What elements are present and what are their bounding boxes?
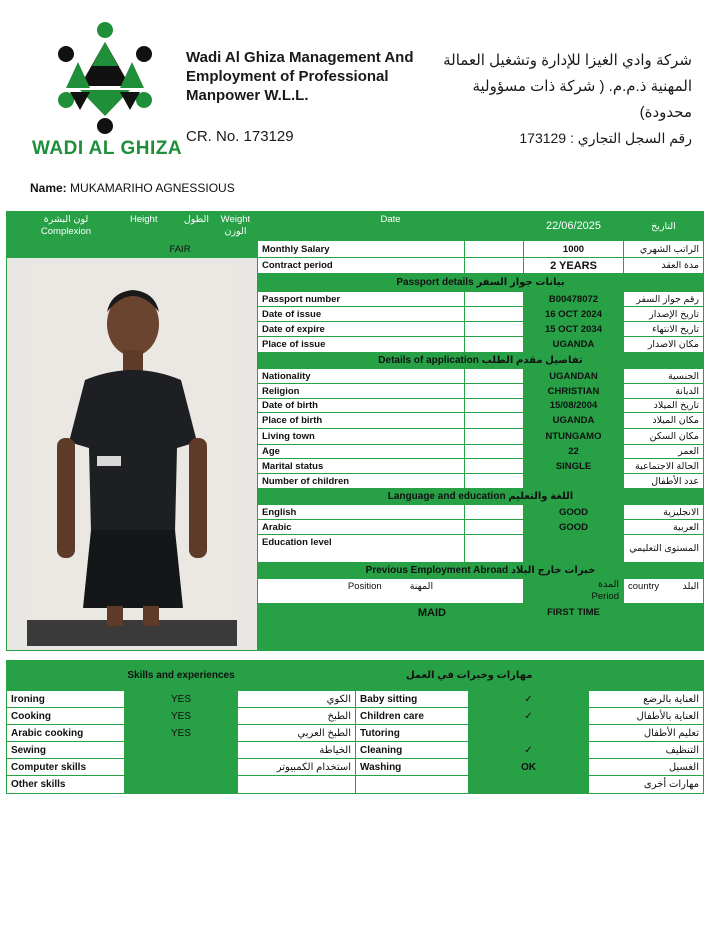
candidate-name-row xyxy=(30,181,235,195)
skill-row xyxy=(7,708,703,725)
application-header-ar: تفاصيل مقدم الطلب xyxy=(481,355,583,366)
form-header-row xyxy=(7,212,703,241)
form-date-value: 22/06/2025 xyxy=(524,212,624,240)
country-label-ar: البلد xyxy=(682,581,699,592)
skill-value: ✓ xyxy=(469,691,589,707)
skill-label-ar: استخدام الكمبيوتر xyxy=(238,759,356,775)
position-value: MAID xyxy=(258,604,465,650)
date-label: Date xyxy=(258,212,524,240)
date-of-expire-row xyxy=(258,322,703,337)
place-of-birth-row xyxy=(258,413,703,429)
position-label-ar: المهنة xyxy=(409,581,434,592)
skill-label: Arabic cooking xyxy=(7,725,125,741)
nationality-value: UGANDAN xyxy=(524,369,624,383)
date-of-issue-label-ar: تاريخ الإصدار xyxy=(624,307,703,321)
skill-value: YES xyxy=(125,691,238,707)
skill-label-ar: العناية بالأطفال xyxy=(589,708,703,724)
skill-label-ar: الطبخ xyxy=(238,708,356,724)
skills-header-ar: مهارات وخبرات في العمل xyxy=(406,670,533,681)
contract-value: 2 YEARS xyxy=(524,258,624,273)
country-label-en: country xyxy=(628,581,660,592)
skill-value xyxy=(125,742,238,758)
cv-form-table xyxy=(6,211,704,651)
nationality-row xyxy=(258,369,703,384)
children-row xyxy=(258,474,703,489)
skill-label-ar: الخياطة xyxy=(238,742,356,758)
skill-value: OK xyxy=(469,759,589,775)
skill-row xyxy=(7,725,703,742)
contract-label-ar: مدة العقد xyxy=(624,258,703,273)
date-of-birth-row xyxy=(258,399,703,413)
application-header-en: Details of application xyxy=(378,355,479,366)
date-of-birth-label-ar: تاريخ الميلاد xyxy=(624,399,703,412)
application-section-header xyxy=(258,353,703,369)
skill-label: Ironing xyxy=(7,691,125,707)
company-name-arabic: شركة وادي الغيزا للإدارة وتشغيل العمالة المهنية ذ.م.م. ( شركة ذات مسؤولية محدودة) xyxy=(443,52,692,121)
skills-table xyxy=(6,660,704,794)
skills-header-en: Skills and experiences xyxy=(7,661,356,690)
contract-row xyxy=(258,258,703,274)
date-of-issue-row xyxy=(258,307,703,322)
date-of-issue-value: 16 OCT 2024 xyxy=(524,307,624,321)
skill-label-ar: الطبخ العربي xyxy=(238,725,356,741)
language-section-header xyxy=(258,489,703,505)
arabic-label: Arabic xyxy=(258,520,465,534)
language-header-en: Language and education xyxy=(387,491,506,502)
religion-row xyxy=(258,384,703,399)
date-of-issue-label: Date of issue xyxy=(258,307,465,321)
previous-employment-columns xyxy=(258,579,703,604)
candidate-name: MUKAMARIHO AGNESSIOUS xyxy=(70,181,235,195)
skill-label-ar: التنظيف xyxy=(589,742,703,758)
skill-value: YES xyxy=(125,725,238,741)
education-row xyxy=(258,535,703,563)
passport-header-ar: بيانات جواز السفر xyxy=(476,277,565,288)
date-of-birth-value: 15/08/2004 xyxy=(524,399,624,412)
salary-label: Monthly Salary xyxy=(258,241,465,257)
skill-label-ar: تعليم الأطفال xyxy=(589,725,703,741)
complexion-label-ar: لون البشرة xyxy=(43,214,89,225)
skill-label: Cooking xyxy=(7,708,125,724)
marital-status-value: SINGLE xyxy=(524,459,624,473)
living-town-value: NTUNGAMO xyxy=(524,429,624,444)
education-value xyxy=(524,535,624,562)
name-label: Name: xyxy=(30,181,67,195)
skill-label: Tutoring xyxy=(356,725,469,741)
children-value xyxy=(524,474,624,488)
education-label-ar: المستوى التعليمي xyxy=(624,535,703,562)
height-label-ar: الطول xyxy=(183,214,209,225)
english-value: GOOD xyxy=(524,505,624,519)
complexion-label-en: Complexion xyxy=(40,226,92,237)
skill-label-ar: الكوي xyxy=(238,691,356,707)
skill-label-ar: مهارات أخرى xyxy=(589,776,703,793)
skill-value: ✓ xyxy=(469,742,589,758)
place-of-issue-label: Place of issue xyxy=(258,337,465,352)
age-label-ar: العمر xyxy=(624,445,703,458)
place-of-issue-row xyxy=(258,337,703,353)
cr-number-arabic: رقم السجل التجاري : 173129 xyxy=(519,130,692,146)
cr-number-english: CR. No. 173129 xyxy=(186,128,294,145)
date-label-ar: التاريخ xyxy=(624,212,703,240)
passport-header-en: Passport details xyxy=(396,277,474,288)
skill-row xyxy=(7,759,703,776)
arabic-row xyxy=(258,520,703,535)
weight-label-en: Weight xyxy=(220,214,251,225)
period-label-ar: المدة xyxy=(598,579,619,590)
education-label: Education level xyxy=(258,535,465,562)
place-of-issue-value: UGANDA xyxy=(524,337,624,352)
passport-section-header xyxy=(258,274,703,292)
skill-label-ar: الغسيل xyxy=(589,759,703,775)
passport-number-row xyxy=(258,292,703,307)
skills-header xyxy=(7,661,703,691)
skill-label: Sewing xyxy=(7,742,125,758)
previous-employment-values xyxy=(258,604,703,650)
skill-value: YES xyxy=(125,708,238,724)
prev-employment-header-en: Previous Employment Abroad xyxy=(365,565,509,576)
date-of-expire-label-ar: تاريخ الانتهاء xyxy=(624,322,703,336)
place-of-issue-label-ar: مكان الاصدار xyxy=(624,337,703,352)
height-label-en: Height xyxy=(130,214,158,225)
marital-status-row xyxy=(258,459,703,474)
skill-label: Washing xyxy=(356,759,469,775)
previous-employment-header xyxy=(258,563,703,579)
candidate-photo-illustration xyxy=(27,262,237,646)
skill-label: Other skills xyxy=(7,776,125,793)
skill-value xyxy=(469,776,589,793)
arabic-value: GOOD xyxy=(524,520,624,534)
salary-label-ar: الراتب الشهري xyxy=(624,241,703,257)
weight-label-ar: الوزن xyxy=(224,226,247,237)
place-of-birth-label-ar: مكان الميلاد xyxy=(624,413,703,428)
age-label: Age xyxy=(258,445,465,458)
children-label-ar: عدد الأطفال xyxy=(624,474,703,488)
nationality-label: Nationality xyxy=(258,369,465,383)
age-value: 22 xyxy=(524,445,624,458)
date-of-birth-label: Date of birth xyxy=(258,399,465,412)
skill-label: Computer skills xyxy=(7,759,125,775)
skill-row xyxy=(7,776,703,793)
skill-value xyxy=(125,759,238,775)
living-town-label-ar: مكان السكن xyxy=(624,429,703,444)
skill-label: Cleaning xyxy=(356,742,469,758)
passport-number-label-ar: رقم جواز السفر xyxy=(624,292,703,306)
period-value: FIRST TIME xyxy=(524,604,624,650)
skill-value xyxy=(469,725,589,741)
skill-label-ar: العناية بالرضع xyxy=(589,691,703,707)
language-header-ar: اللغة والتعليم xyxy=(508,491,574,502)
candidate-photo xyxy=(7,258,258,650)
skill-label: Children care xyxy=(356,708,469,724)
skill-row xyxy=(7,742,703,759)
position-label-en: Position xyxy=(347,581,382,592)
children-label: Number of children xyxy=(258,474,465,488)
period-label-en: Period xyxy=(591,591,619,602)
religion-value: CHRISTIAN xyxy=(524,384,624,398)
skill-label-ar xyxy=(238,776,356,793)
skills-rows xyxy=(7,691,703,793)
skill-label: Baby sitting xyxy=(356,691,469,707)
logo-wordmark: WADI AL GHIZA xyxy=(32,138,183,159)
place-of-birth-label: Place of birth xyxy=(258,413,465,428)
english-row xyxy=(258,505,703,520)
skill-value xyxy=(125,776,238,793)
date-of-expire-value: 15 OCT 2034 xyxy=(524,322,624,336)
skill-label xyxy=(356,776,469,793)
english-label-ar: الانجليزية xyxy=(624,505,703,519)
complexion-value-row xyxy=(7,241,703,258)
contract-label: Contract period xyxy=(258,258,465,273)
marital-status-label-ar: الحالة الاجتماعية xyxy=(624,459,703,473)
marital-status-label: Marital status xyxy=(258,459,465,473)
date-of-expire-label: Date of expire xyxy=(258,322,465,336)
passport-number-value: B00478072 xyxy=(524,292,624,306)
place-of-birth-value: UGANDA xyxy=(524,413,624,428)
arabic-label-ar: العربية xyxy=(624,520,703,534)
living-town-label: Living town xyxy=(258,429,465,444)
complexion-value: FAIR xyxy=(7,241,258,257)
nationality-label-ar: الجنسية xyxy=(624,369,703,383)
skill-value: ✓ xyxy=(469,708,589,724)
salary-value: 1000 xyxy=(524,241,624,257)
prev-employment-header-ar: خبرات خارج البلاد xyxy=(510,565,596,576)
religion-label-ar: الديانة xyxy=(624,384,703,398)
skill-row xyxy=(7,691,703,708)
age-row xyxy=(258,445,703,459)
company-name-english: Wadi Al Ghiza Management And Employment of Professional Manpower W.L.L. xyxy=(186,49,414,104)
living-town-row xyxy=(258,429,703,445)
passport-number-label: Passport number xyxy=(258,292,465,306)
religion-label: Religion xyxy=(258,384,465,398)
english-label: English xyxy=(258,505,465,519)
